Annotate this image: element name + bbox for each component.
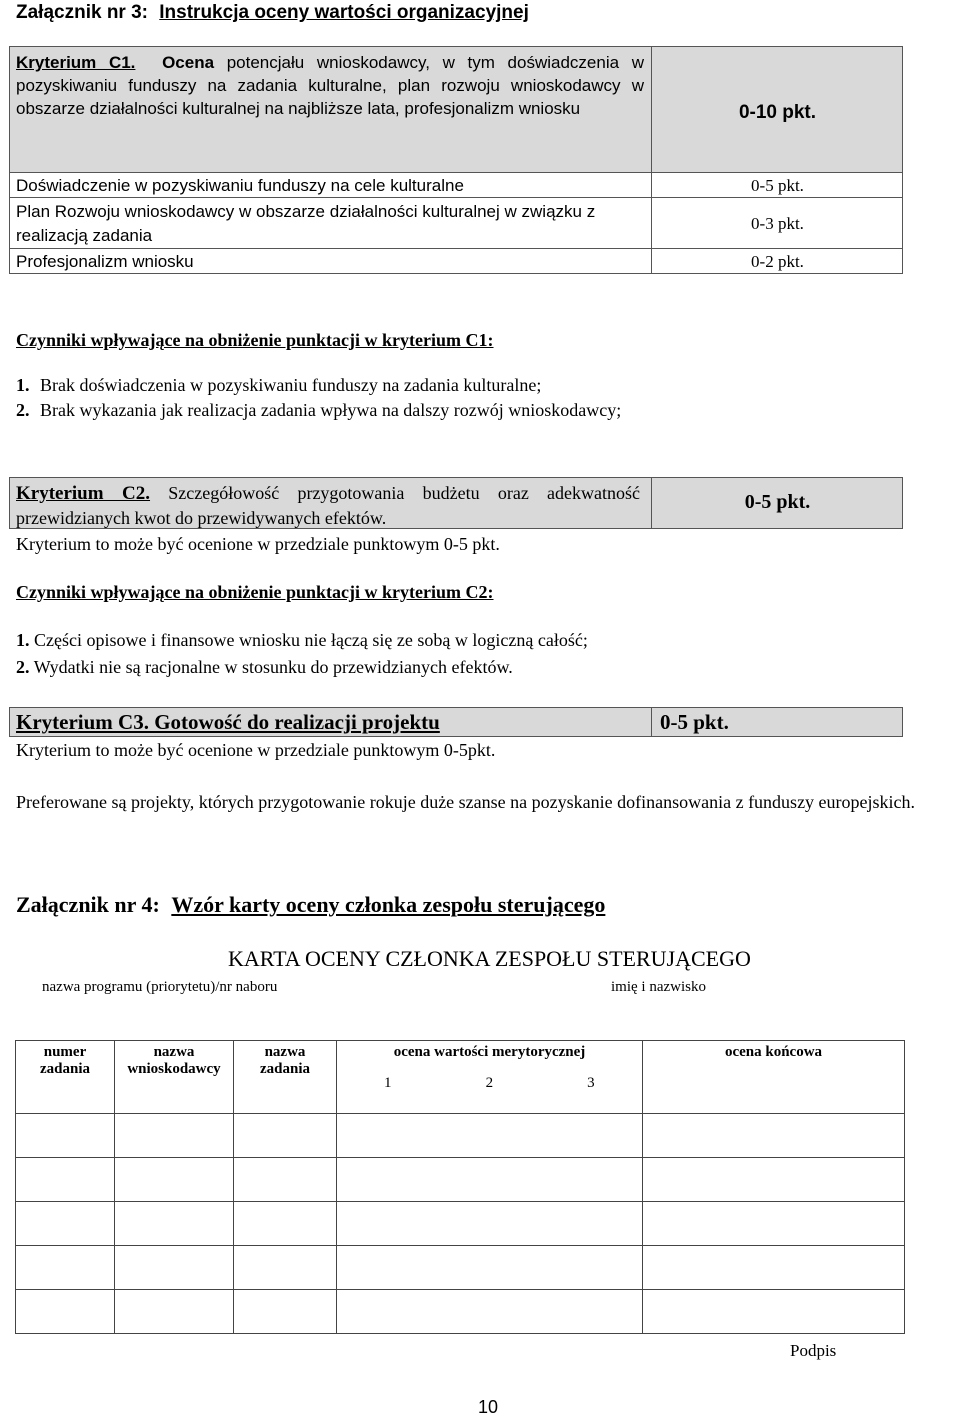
c1-description xyxy=(16,51,644,120)
annex3-heading xyxy=(16,2,529,24)
evaluation-row xyxy=(16,1245,905,1289)
cell-final[interactable] xyxy=(643,1201,905,1245)
cell-task-number[interactable] xyxy=(16,1113,115,1157)
c1-title: Kryterium C1. xyxy=(16,53,136,72)
c1-title-word: Ocena xyxy=(162,53,215,72)
cell-merit[interactable] xyxy=(337,1289,643,1333)
c2-factor-2-text: Wydatki nie są racjonalne w stosunku do przewidzianych efektów. xyxy=(33,657,513,677)
cell-applicant-name[interactable] xyxy=(115,1157,234,1201)
c1-factor-2 xyxy=(16,398,621,422)
c3-note: Kryterium to może być ocenione w przedziale punktowym 0-5pkt. xyxy=(16,740,496,760)
c1-factors-title: Czynniki wpływające na obniżenie punktacji w kryterium C1: xyxy=(16,330,494,350)
cell-task-name[interactable] xyxy=(234,1201,337,1245)
merit-col-3: 3 xyxy=(587,1075,595,1091)
c1-factor-1-text: Brak doświadczenia w pozyskiwaniu funduszy na zadania kulturalne; xyxy=(40,375,542,395)
header-task-number-line2: zadania xyxy=(39,1061,90,1077)
page-number: 10 xyxy=(478,1397,499,1417)
evaluation-row xyxy=(16,1113,905,1157)
header-task-line1: nazwa xyxy=(264,1044,306,1060)
cell-task-name[interactable] xyxy=(234,1113,337,1157)
c2-factor-1-text: Części opisowe i finansowe wniosku nie łączą się ze sobą w logiczną całość; xyxy=(34,630,588,650)
annex4-title: Wzór karty oceny członka zespołu sterującego xyxy=(171,892,606,917)
merit-col-1: 1 xyxy=(384,1075,392,1091)
cell-applicant-name[interactable] xyxy=(115,1113,234,1157)
cell-merit[interactable] xyxy=(337,1113,643,1157)
evaluation-table xyxy=(15,1040,905,1334)
c1-item-1-label: Doświadczenie w pozyskiwaniu funduszy na cele kulturalne xyxy=(16,176,464,195)
cell-task-number[interactable] xyxy=(16,1157,115,1201)
c2-factors-title: Czynniki wpływające na obniżenie punktacji w kryterium C2: xyxy=(16,582,494,602)
cell-final[interactable] xyxy=(643,1113,905,1157)
annex4-label: Załącznik nr 4: xyxy=(16,892,160,917)
annex3-title: Instrukcja oceny wartości organizacyjnej xyxy=(159,2,529,23)
c1-row-divider-2 xyxy=(9,248,903,249)
c2-title: Kryterium C2. xyxy=(16,483,151,504)
cell-final[interactable] xyxy=(643,1245,905,1289)
c1-factor-1-num: 1. xyxy=(16,375,30,395)
c3-preferred: Preferowane są projekty, których przygotowanie rokuje duże szanse na pozyskanie dofinansowania z funduszy europejskich. xyxy=(16,792,916,812)
card-program-label: nazwa programu (priorytetu)/nr naboru xyxy=(42,979,278,995)
annex3-label: Załącznik nr 3: xyxy=(16,2,148,23)
header-task-name xyxy=(234,1041,337,1114)
header-task-number xyxy=(16,1041,115,1114)
header-applicant-line2: wnioskodawcy xyxy=(127,1061,221,1077)
merit-col-2: 2 xyxy=(485,1075,494,1091)
evaluation-row xyxy=(16,1157,905,1201)
c2-factor-1 xyxy=(16,628,588,652)
header-merit-title: ocena wartości merytorycznej xyxy=(393,1044,586,1060)
cell-applicant-name[interactable] xyxy=(115,1245,234,1289)
header-merit xyxy=(337,1041,643,1114)
c1-factor-2-num: 2. xyxy=(16,400,30,420)
c1-row-divider-1 xyxy=(9,197,903,198)
card-title: KARTA OCENY CZŁONKA ZESPOŁU STERUJĄCEGO xyxy=(228,946,751,971)
header-final xyxy=(643,1041,905,1114)
cell-merit[interactable] xyxy=(337,1157,643,1201)
cell-final[interactable] xyxy=(643,1289,905,1333)
c1-factor-1 xyxy=(16,373,541,397)
evaluation-header-row xyxy=(16,1041,905,1114)
cell-final[interactable] xyxy=(643,1157,905,1201)
c1-item-3-label: Profesjonalizm wniosku xyxy=(16,252,194,271)
c2-points: 0-5 pkt. xyxy=(744,491,811,513)
cell-task-name[interactable] xyxy=(234,1157,337,1201)
c1-item-1-points: 0-5 pkt. xyxy=(751,176,804,195)
c3-points: 0-5 pkt. xyxy=(660,710,729,734)
c2-note: Kryterium to może być ocenione w przedziale punktowym 0-5 pkt. xyxy=(16,534,500,554)
cell-task-name[interactable] xyxy=(234,1289,337,1333)
c2-factor-2 xyxy=(16,655,513,679)
cell-merit[interactable] xyxy=(337,1201,643,1245)
cell-task-number[interactable] xyxy=(16,1245,115,1289)
header-task-number-line1: numer xyxy=(43,1044,87,1060)
c1-item-2-label: Plan Rozwoju wnioskodawcy w obszarze działalności kulturalnej w związku z realizacją zadania xyxy=(16,202,596,245)
header-applicant-name xyxy=(115,1041,234,1114)
c3-title: Kryterium C3. Gotowość do realizacji projektu xyxy=(16,710,440,734)
card-name-label: imię i nazwisko xyxy=(611,979,706,995)
cell-task-name[interactable] xyxy=(234,1245,337,1289)
c1-factor-2-text: Brak wykazania jak realizacja zadania wpływa na dalszy rozwój wnioskodawcy; xyxy=(40,400,622,420)
evaluation-row xyxy=(16,1289,905,1333)
c3-col-divider xyxy=(651,707,652,737)
c2-description xyxy=(16,481,640,530)
cell-merit[interactable] xyxy=(337,1245,643,1289)
c2-desc-text: Szczegółowość przygotowania budżetu oraz adekwatność przewidzianych kwot do przewidywanych efektów. xyxy=(16,483,641,528)
cell-applicant-name[interactable] xyxy=(115,1201,234,1245)
cell-task-number[interactable] xyxy=(16,1201,115,1245)
c2-factor-1-num: 1. xyxy=(16,630,30,650)
signature-label: Podpis xyxy=(790,1341,837,1360)
c2-factor-2-num: 2. xyxy=(16,657,30,677)
header-final-title: ocena końcowa xyxy=(724,1044,823,1060)
c1-desc-text: potencjału wnioskodawcy, w tym doświadczenia w pozyskiwaniu funduszy na zadania kulturalne, plan rozwoju wnioskodawcy w obszarze działalności kulturalnej na najbliższe lata, profesjonalizm wniosku xyxy=(16,53,644,118)
evaluation-row xyxy=(16,1201,905,1245)
annex4-heading xyxy=(16,892,605,918)
header-task-line2: zadania xyxy=(259,1061,310,1077)
cell-task-number[interactable] xyxy=(16,1289,115,1333)
merit-subcolumns xyxy=(337,1075,642,1092)
c1-item-3-points: 0-2 pkt. xyxy=(751,252,804,271)
c1-points: 0-10 pkt. xyxy=(738,102,817,123)
c1-item-2-points: 0-3 pkt. xyxy=(751,214,804,233)
header-applicant-line1: nazwa xyxy=(153,1044,195,1060)
cell-applicant-name[interactable] xyxy=(115,1289,234,1333)
